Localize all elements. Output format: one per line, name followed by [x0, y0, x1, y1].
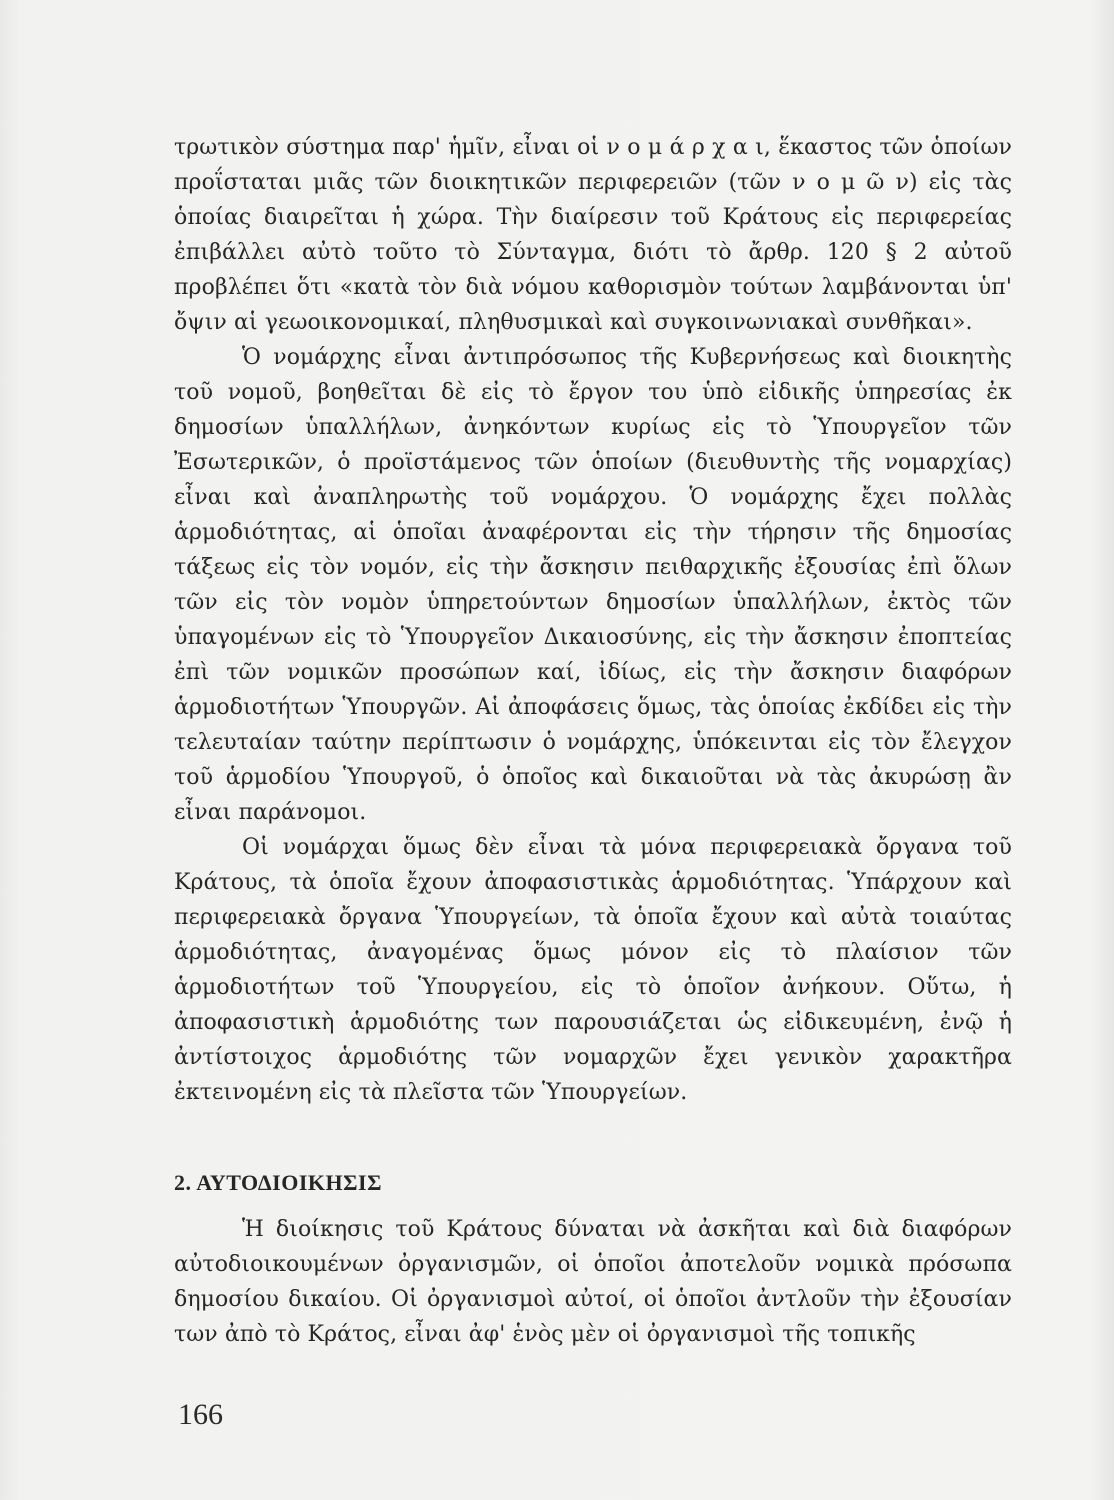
paragraph-3: Οἱ νομάρχαι ὅμως δὲν εἶναι τὰ μόνα περιφερειακὰ ὄργανα τοῦ Κράτους, τὰ ὁποῖα ἔχουν ἀποφασιστικὰς ἁρμοδιότητας. Ὑπάρχουν καὶ περιφερειακὰ ὄργανα Ὑπουργείων, τὰ ὁποῖα ἔχουν καὶ αὐτὰ τοιαύτας ἁρμοδιότητας, ἀναγομένας ὅμως μόνον εἰς τὸ πλαίσιον τῶν ἁρμοδιοτήτων τοῦ Ὑπουργείου, εἰς τὸ ὁποῖον ἀνήκουν. Οὕτω, ἡ ἀποφασιστικὴ ἁρμοδιότης των παρουσιάζεται ὡς εἰδικευμένη, ἐνῷ ἡ ἀντίστοιχος ἁρμοδιότης τῶν νομαρχῶν ἔχει γενικὸν χαρακτῆρα ἐκτεινομένη εἰς τὰ πλεῖστα τῶν Ὑπουργείων.	[174, 835, 1012, 1105]
paragraph-4: Ἡ διοίκησις τοῦ Κράτους δύναται νὰ ἀσκῆται καὶ διὰ διαφόρων αὐτοδιοικουμένων ὀργανισμῶν, οἱ ὁποῖοι ἀποτελοῦν νομικὰ πρόσωπα δημοσίου δικαίου. Οἱ ὀργανισμοὶ αὐτοί, οἱ ὁποῖοι ἀντλοῦν τὴν ἐξουσίαν των ἀπὸ τὸ Κράτος, εἶναι ἀφ' ἑνὸς μὲν οἱ ὀργανισμοὶ τῆς τοπικῆς	[174, 1217, 1012, 1347]
paragraph-2: Ὁ νομάρχης εἶναι ἀντιπρόσωπος τῆς Κυβερνήσεως καὶ διοικητὴς τοῦ νομοῦ, βοηθεῖται δὲ εἰς τὸ ἔργον του ὑπὸ εἰδικῆς ὑπηρεσίας ἐκ δημοσίων ὑπαλλήλων, ἀνηκόντων κυρίως εἰς τὸ Ὑπουργεῖον τῶν Ἐσωτερικῶν, ὁ προϊστάμενος τῶν ὁποίων (διευθυντὴς τῆς νομαρχίας) εἶναι καὶ ἀναπληρωτὴς τοῦ νομάρχου. Ὁ νομάρχης ἔχει πολλὰς ἁρμοδιότητας, αἱ ὁποῖαι ἀναφέρονται εἰς τὴν τήρησιν τῆς δημοσίας τάξεως εἰς τὸν νομόν, εἰς τὴν ἄσκησιν πειθαρχικῆς ἐξουσίας ἐπὶ ὅλων τῶν εἰς τὸν νομὸν ὑπηρετούντων δημοσίων ὑπαλλήλων, ἐκτὸς τῶν ὑπαγομένων εἰς τὸ Ὑπουργεῖον Δικαιοσύνης, εἰς τὴν ἄσκησιν ἐποπτείας ἐπὶ τῶν νομικῶν προσώπων καί, ἰδίως, εἰς τὴν ἄσκησιν διαφόρων ἁρμοδιοτήτων Ὑπουργῶν. Αἱ ἀποφάσεις ὅμως, τὰς ὁποίας ἐκδίδει εἰς τὴν τελευταίαν ταύτην περίπτωσιν ὁ νομάρχης, ὑπόκεινται εἰς τὸν ἔλεγχον τοῦ ἁρμοδίου Ὑπουργοῦ, ὁ ὁποῖος καὶ δικαιοῦται νὰ τὰς ἀκυρώσῃ ἂν εἶναι παράνομοι.	[174, 345, 1012, 825]
section-2-text	[174, 1212, 1012, 1352]
main-text	[174, 130, 1012, 1110]
page-number: 166	[178, 1398, 223, 1431]
paragraph-1: τρωτικὸν σύστημα παρ' ἡμῖν, εἶναι οἱ ν ο μ ά ρ χ α ι, ἕκαστος τῶν ὁποίων προΐσταται μιᾶς τῶν διοικητικῶν περιφερειῶν (τῶν ν ο μ ῶ ν) εἰς τὰς ὁποίας διαιρεῖται ἡ χώρα. Τὴν διαίρεσιν τοῦ Κράτους εἰς περιφερείας ἐπιβάλλει αὐτὸ τοῦτο τὸ Σύνταγμα, διότι τὸ ἄρθρ. 120 § 2 αὐτοῦ προβλέπει ὅτι «κατὰ τὸν διὰ νόμου καθορισμὸν τούτων λαμβάνονται ὑπ' ὄψιν αἱ γεωοικονομικαί, πληθυσμικαὶ καὶ συγκοινωνιακαὶ συνθῆκαι».	[174, 135, 1012, 335]
section-heading: 2. ΑΥΤΟΔΙΟΙΚΗΣΙΣ	[174, 1170, 382, 1195]
